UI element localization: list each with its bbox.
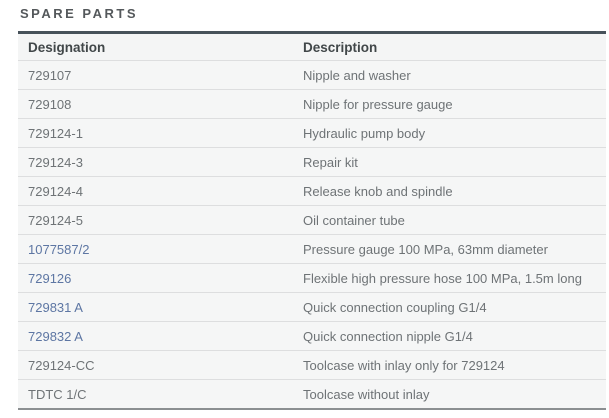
table-row [18, 292, 606, 321]
designation-link[interactable]: 1077587/2 [28, 241, 90, 257]
description-cell: Oil container tube [303, 212, 405, 228]
table-row [18, 321, 606, 350]
table-header-row [18, 34, 606, 60]
designation-cell: 729124-4 [28, 183, 83, 199]
description-cell: Hydraulic pump body [303, 125, 426, 141]
designation-link[interactable]: 729831 A [28, 299, 83, 315]
designation-cell: 729107 [28, 67, 72, 83]
column-header-description: Description [303, 39, 378, 55]
designation-cell: 729108 [28, 96, 72, 112]
table-body [18, 60, 606, 408]
table-row [18, 176, 606, 205]
description-cell: Release knob and spindle [303, 183, 453, 199]
column-header-designation: Designation [28, 39, 106, 55]
table-row [18, 60, 606, 89]
designation-link[interactable]: 729126 [28, 270, 72, 286]
table-row [18, 350, 606, 379]
description-cell: Quick connection coupling G1/4 [303, 299, 487, 315]
designation-link[interactable]: 729832 A [28, 328, 83, 344]
table-row [18, 147, 606, 176]
table-row [18, 205, 606, 234]
description-cell: Nipple for pressure gauge [303, 96, 453, 112]
description-cell: Toolcase without inlay [303, 386, 430, 402]
description-cell: Repair kit [303, 154, 358, 170]
page-title: SPARE PARTS [20, 6, 139, 21]
table-row [18, 89, 606, 118]
table-row [18, 263, 606, 292]
description-cell: Nipple and washer [303, 67, 411, 83]
table-row [18, 234, 606, 263]
description-cell: Flexible high pressure hose 100 MPa, 1.5m long [303, 270, 582, 286]
spare-parts-table [18, 31, 606, 410]
designation-cell: TDTC 1/C [28, 386, 87, 402]
designation-cell: 729124-5 [28, 212, 83, 228]
description-cell: Toolcase with inlay only for 729124 [303, 357, 505, 373]
table-row [18, 118, 606, 147]
designation-cell: 729124-3 [28, 154, 83, 170]
table-row [18, 379, 606, 408]
description-cell: Pressure gauge 100 MPa, 63mm diameter [303, 241, 548, 257]
designation-cell: 729124-CC [28, 357, 95, 373]
description-cell: Quick connection nipple G1/4 [303, 328, 473, 344]
designation-cell: 729124-1 [28, 125, 83, 141]
